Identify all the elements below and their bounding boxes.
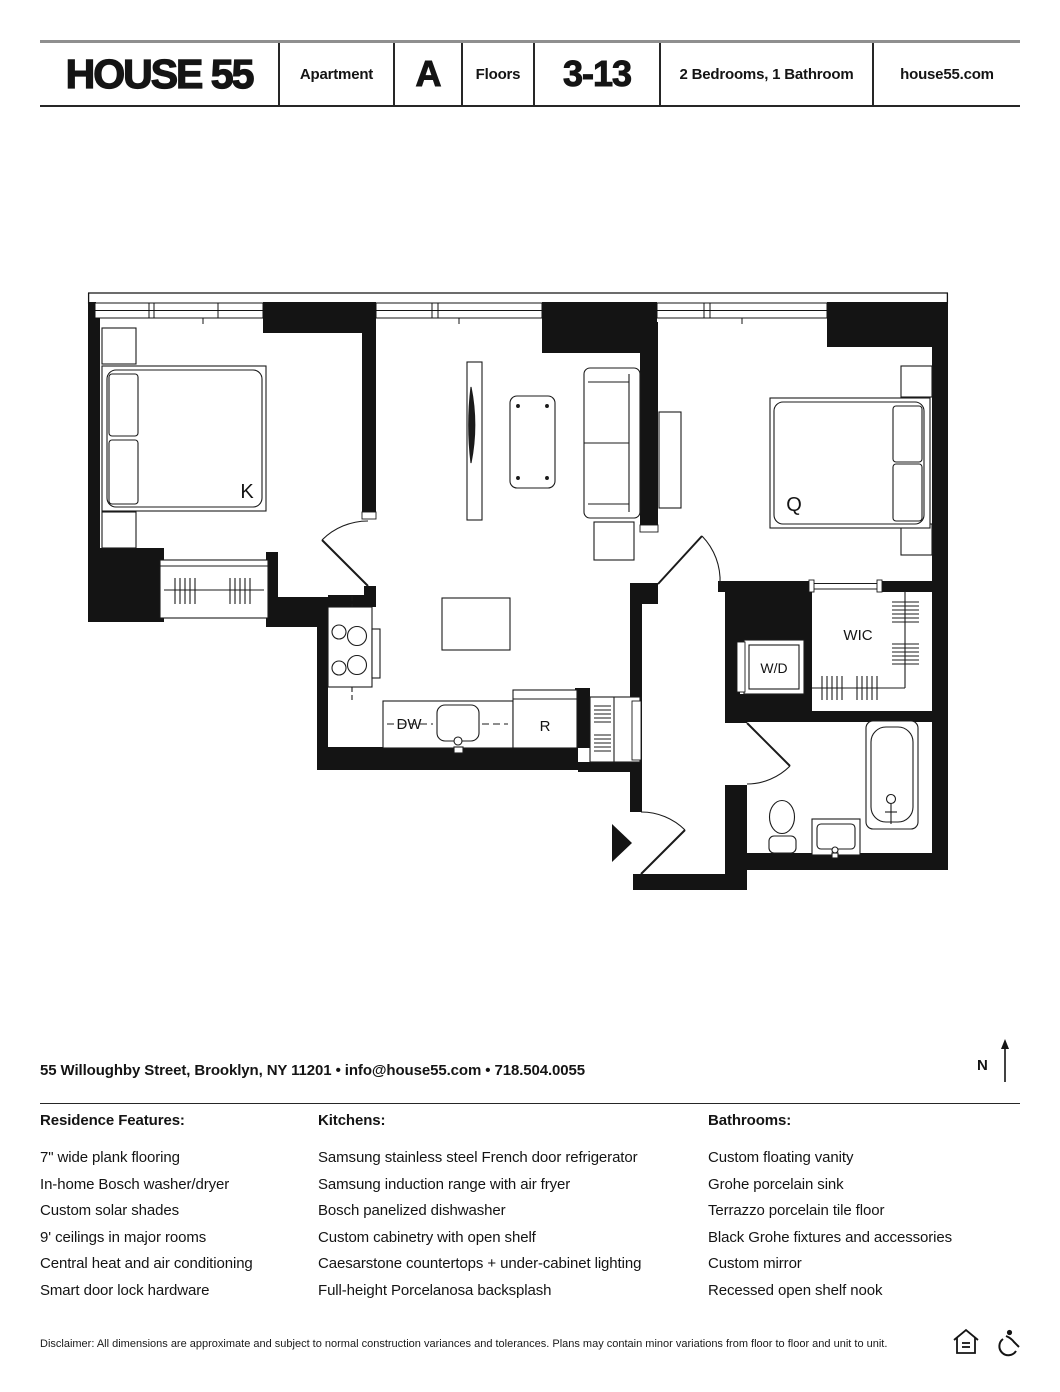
sofa [584, 368, 640, 518]
door-bedroom-q [640, 525, 720, 584]
feature-item: Full-height Porcelanosa backsplash [318, 1281, 552, 1299]
exterior-outline [88, 293, 948, 304]
dining-table [442, 598, 510, 650]
equal-housing-icon [954, 1330, 978, 1353]
linen-closet [590, 697, 641, 762]
feature-item: Caesarstone countertops + under-cabinet lighting [318, 1255, 642, 1273]
range [328, 607, 372, 687]
feature-item: 7" wide plank flooring [40, 1149, 180, 1166]
bedroom-queen [659, 366, 932, 555]
nightstand [901, 524, 932, 555]
feature-item: Black Grohe fixtures and accessories [708, 1228, 953, 1246]
washer-dryer [737, 640, 804, 694]
feature-item: In-home Bosch washer/dryer [40, 1175, 230, 1193]
bathroom [769, 721, 918, 858]
pillow [893, 406, 922, 462]
door-bathroom [747, 723, 790, 784]
window-band [95, 303, 827, 324]
nightstand [102, 512, 136, 548]
tub-faucet [887, 795, 896, 804]
faucet [832, 847, 838, 853]
feature-item: Terrazzo porcelain tile floor [708, 1202, 885, 1220]
column-title: Bathrooms: [708, 1112, 792, 1129]
burner [332, 661, 346, 675]
address-line: 55 Willoughby Street, Brooklyn, NY 11201 • info@house55.com • 718.504.0055 [40, 1062, 586, 1079]
feature-item: Custom cabinetry with open shelf [318, 1228, 536, 1246]
bathrooms-column [708, 1112, 1020, 1309]
door-entry [641, 812, 685, 874]
burner [348, 627, 367, 646]
toilet-tank [769, 836, 796, 853]
header-bar [40, 40, 1020, 107]
feature-item: Samsung stainless steel French door refrigerator [318, 1149, 638, 1166]
coffee-table [510, 396, 555, 488]
floor-plan [0, 288, 1060, 902]
feature-item: Smart door lock hardware [40, 1281, 210, 1299]
wd-door [737, 642, 745, 692]
accessibility-icon [999, 1330, 1019, 1355]
unit-info: 2 Bedrooms, 1 Bathroom [659, 43, 872, 105]
oven-handle [372, 629, 380, 678]
side-table [594, 522, 634, 560]
column-title: Residence Features: [40, 1112, 185, 1129]
feature-item: Custom floating vanity [708, 1149, 854, 1166]
pillow [893, 464, 922, 521]
website-text: house55.com [872, 43, 1020, 105]
north-label: N [977, 1057, 988, 1074]
brand-logo: HOUSE 55 [65, 50, 253, 97]
living-room [442, 362, 640, 650]
north-arrow-icon [975, 1038, 1015, 1084]
feature-item: Bosch panelized dishwasher [318, 1202, 506, 1220]
burner [348, 656, 367, 675]
wic-label: WIC [843, 627, 873, 644]
nightstand [102, 328, 136, 364]
apartment-value: A [393, 43, 461, 105]
apartment-label: Apartment [278, 43, 393, 105]
closet-dresser [160, 560, 268, 618]
feature-item: Central heat and air conditioning [40, 1255, 253, 1273]
door-bedroom-k [322, 512, 376, 586]
kitchen-sink [437, 705, 479, 741]
residence-features-column [40, 1112, 310, 1309]
vanity-sink [817, 824, 855, 849]
refrigerator-label: R [539, 718, 551, 735]
dresser [659, 412, 681, 508]
column-title: Kitchens: [318, 1112, 386, 1129]
kitchens-column [318, 1112, 700, 1309]
toilet-bowl [770, 801, 795, 834]
feature-item: Custom mirror [708, 1255, 802, 1273]
nightstand [901, 366, 932, 397]
feature-item: Recessed open shelf nook [708, 1281, 883, 1299]
dishwasher-label: DW [396, 716, 422, 733]
feature-item: Samsung induction range with air fryer [318, 1175, 571, 1193]
floors-label: Floors [461, 43, 533, 105]
pillow [109, 440, 138, 504]
feature-item: Grohe porcelain sink [708, 1175, 844, 1193]
closet-door [632, 701, 641, 760]
feature-item: Custom solar shades [40, 1202, 179, 1220]
footer-icons [950, 1326, 1028, 1358]
wd-label: W/D [760, 660, 788, 676]
section-divider [40, 1103, 1020, 1104]
queen-bed-label: Q [786, 494, 802, 516]
floors-value: 3-13 [533, 43, 659, 105]
burner [332, 625, 346, 639]
disclaimer-text: Disclaimer: All dimensions are approximate and subject to normal construction variances and tolerances. Plans may contain minor variations from floor to floor and unit to unit. [40, 1338, 888, 1350]
pillow [109, 374, 138, 436]
walk-in-closet [809, 580, 919, 700]
faucet [454, 737, 462, 745]
entry-arrow-icon [612, 824, 632, 862]
feature-item: 9' ceilings in major rooms [40, 1228, 207, 1246]
king-bed-label: K [240, 481, 254, 503]
